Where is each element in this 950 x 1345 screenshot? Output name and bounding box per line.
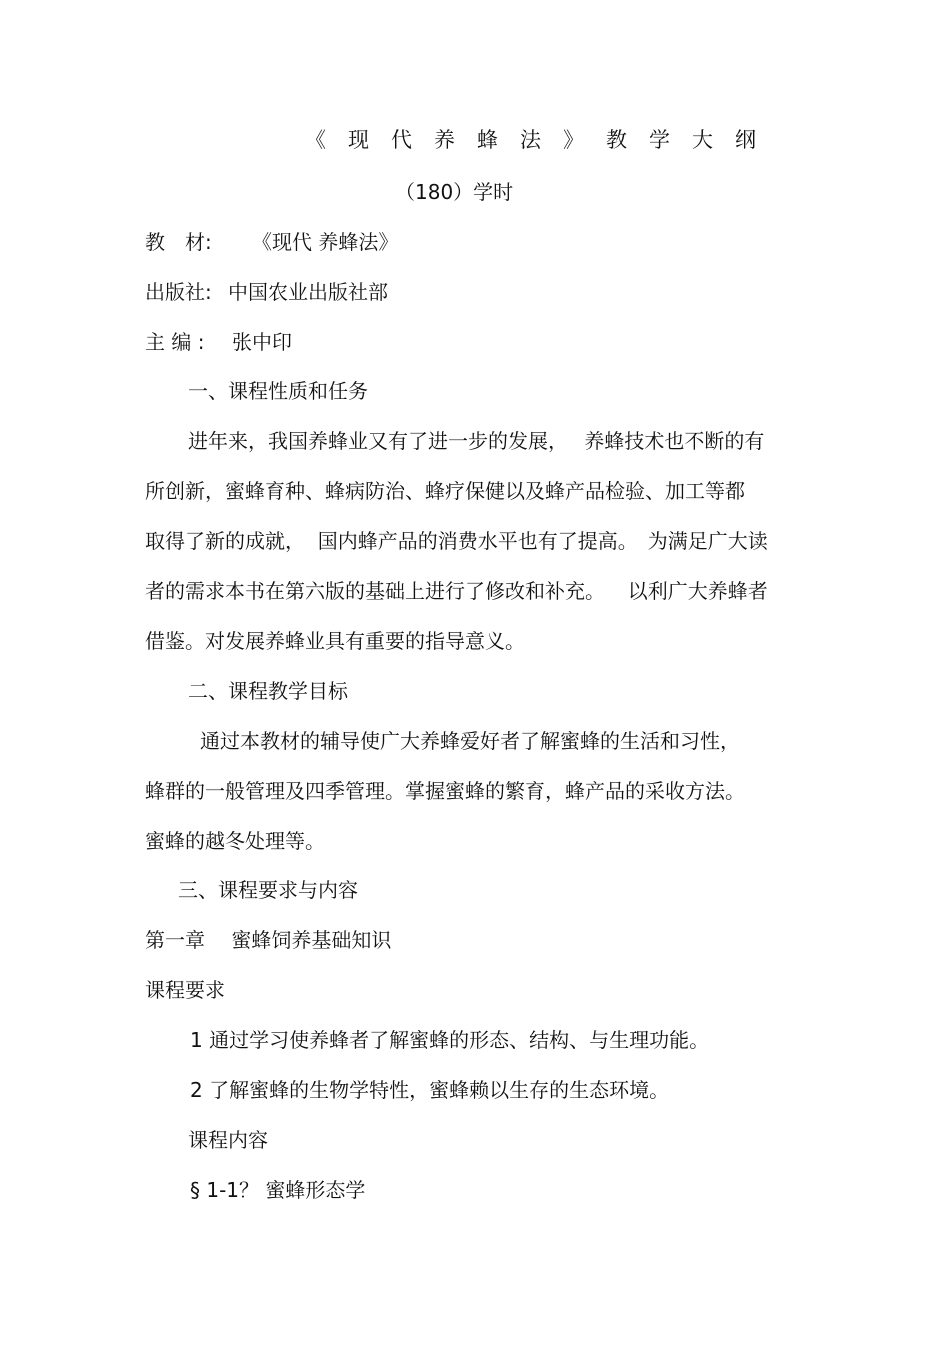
paragraph-line: 所创新，蜜蜂育种、蜂病防治、蜂疗保健以及蜂产品检验、加工等都 [145,479,745,503]
paragraph-line: 取得了新的成就， 国内蜂产品的消费水平也有了提高。 为满足广大读 [145,529,768,553]
editor-value: 张中印 [232,330,292,354]
section-heading: 二、课程教学目标 [188,679,348,703]
chapter-title: 第一章 蜜蜂饲养基础知识 [145,928,392,952]
paragraph-line: 通过本教材的辅导使广大养蜂爱好者了解蜜蜂的生活和习性， [200,729,740,753]
requirement-item: 2 了解蜜蜂的生物学特性，蜜蜂赖以生存的生态环境。 [190,1078,670,1102]
section-heading: 三、课程要求与内容 [178,878,358,902]
paragraph-line: 者的需求本书在第六版的基础上进行了修改和补充。 以利广大养蜂者 [145,579,768,603]
section-heading: 一、课程性质和任务 [188,379,368,403]
content-label: 课程内容 [188,1128,268,1152]
publisher-label: 出版社: [145,280,212,304]
textbook-value: 《现代 养蜂法》 [252,230,399,254]
editor-label: 主 编 : [145,330,205,354]
paragraph-line: 蜂群的一般管理及四季管理。掌握蜜蜂的繁育，蜂产品的采收方法。 [145,779,745,803]
document-title: 《现代养蜂法》教学大纲 [305,128,778,152]
paragraph-line: 蜜蜂的越冬处理等。 [145,829,325,853]
paragraph-line: 借鉴。对发展养蜂业具有重要的指导意义。 [145,629,525,653]
course-hours: （180）学时 [395,180,514,204]
publisher-value: 中国农业出版社部 [228,280,388,304]
paragraph-line: 进年来，我国养蜂业又有了进一步的发展， 养蜂技术也不断的有 [188,429,765,453]
requirement-item: 1 通过学习使养蜂者了解蜜蜂的形态、结构、与生理功能。 [190,1028,710,1052]
requirements-label: 课程要求 [145,978,225,1002]
textbook-label: 教 材: [145,230,212,254]
subsection-title: § 1-1？ 蜜蜂形态学 [190,1178,366,1202]
